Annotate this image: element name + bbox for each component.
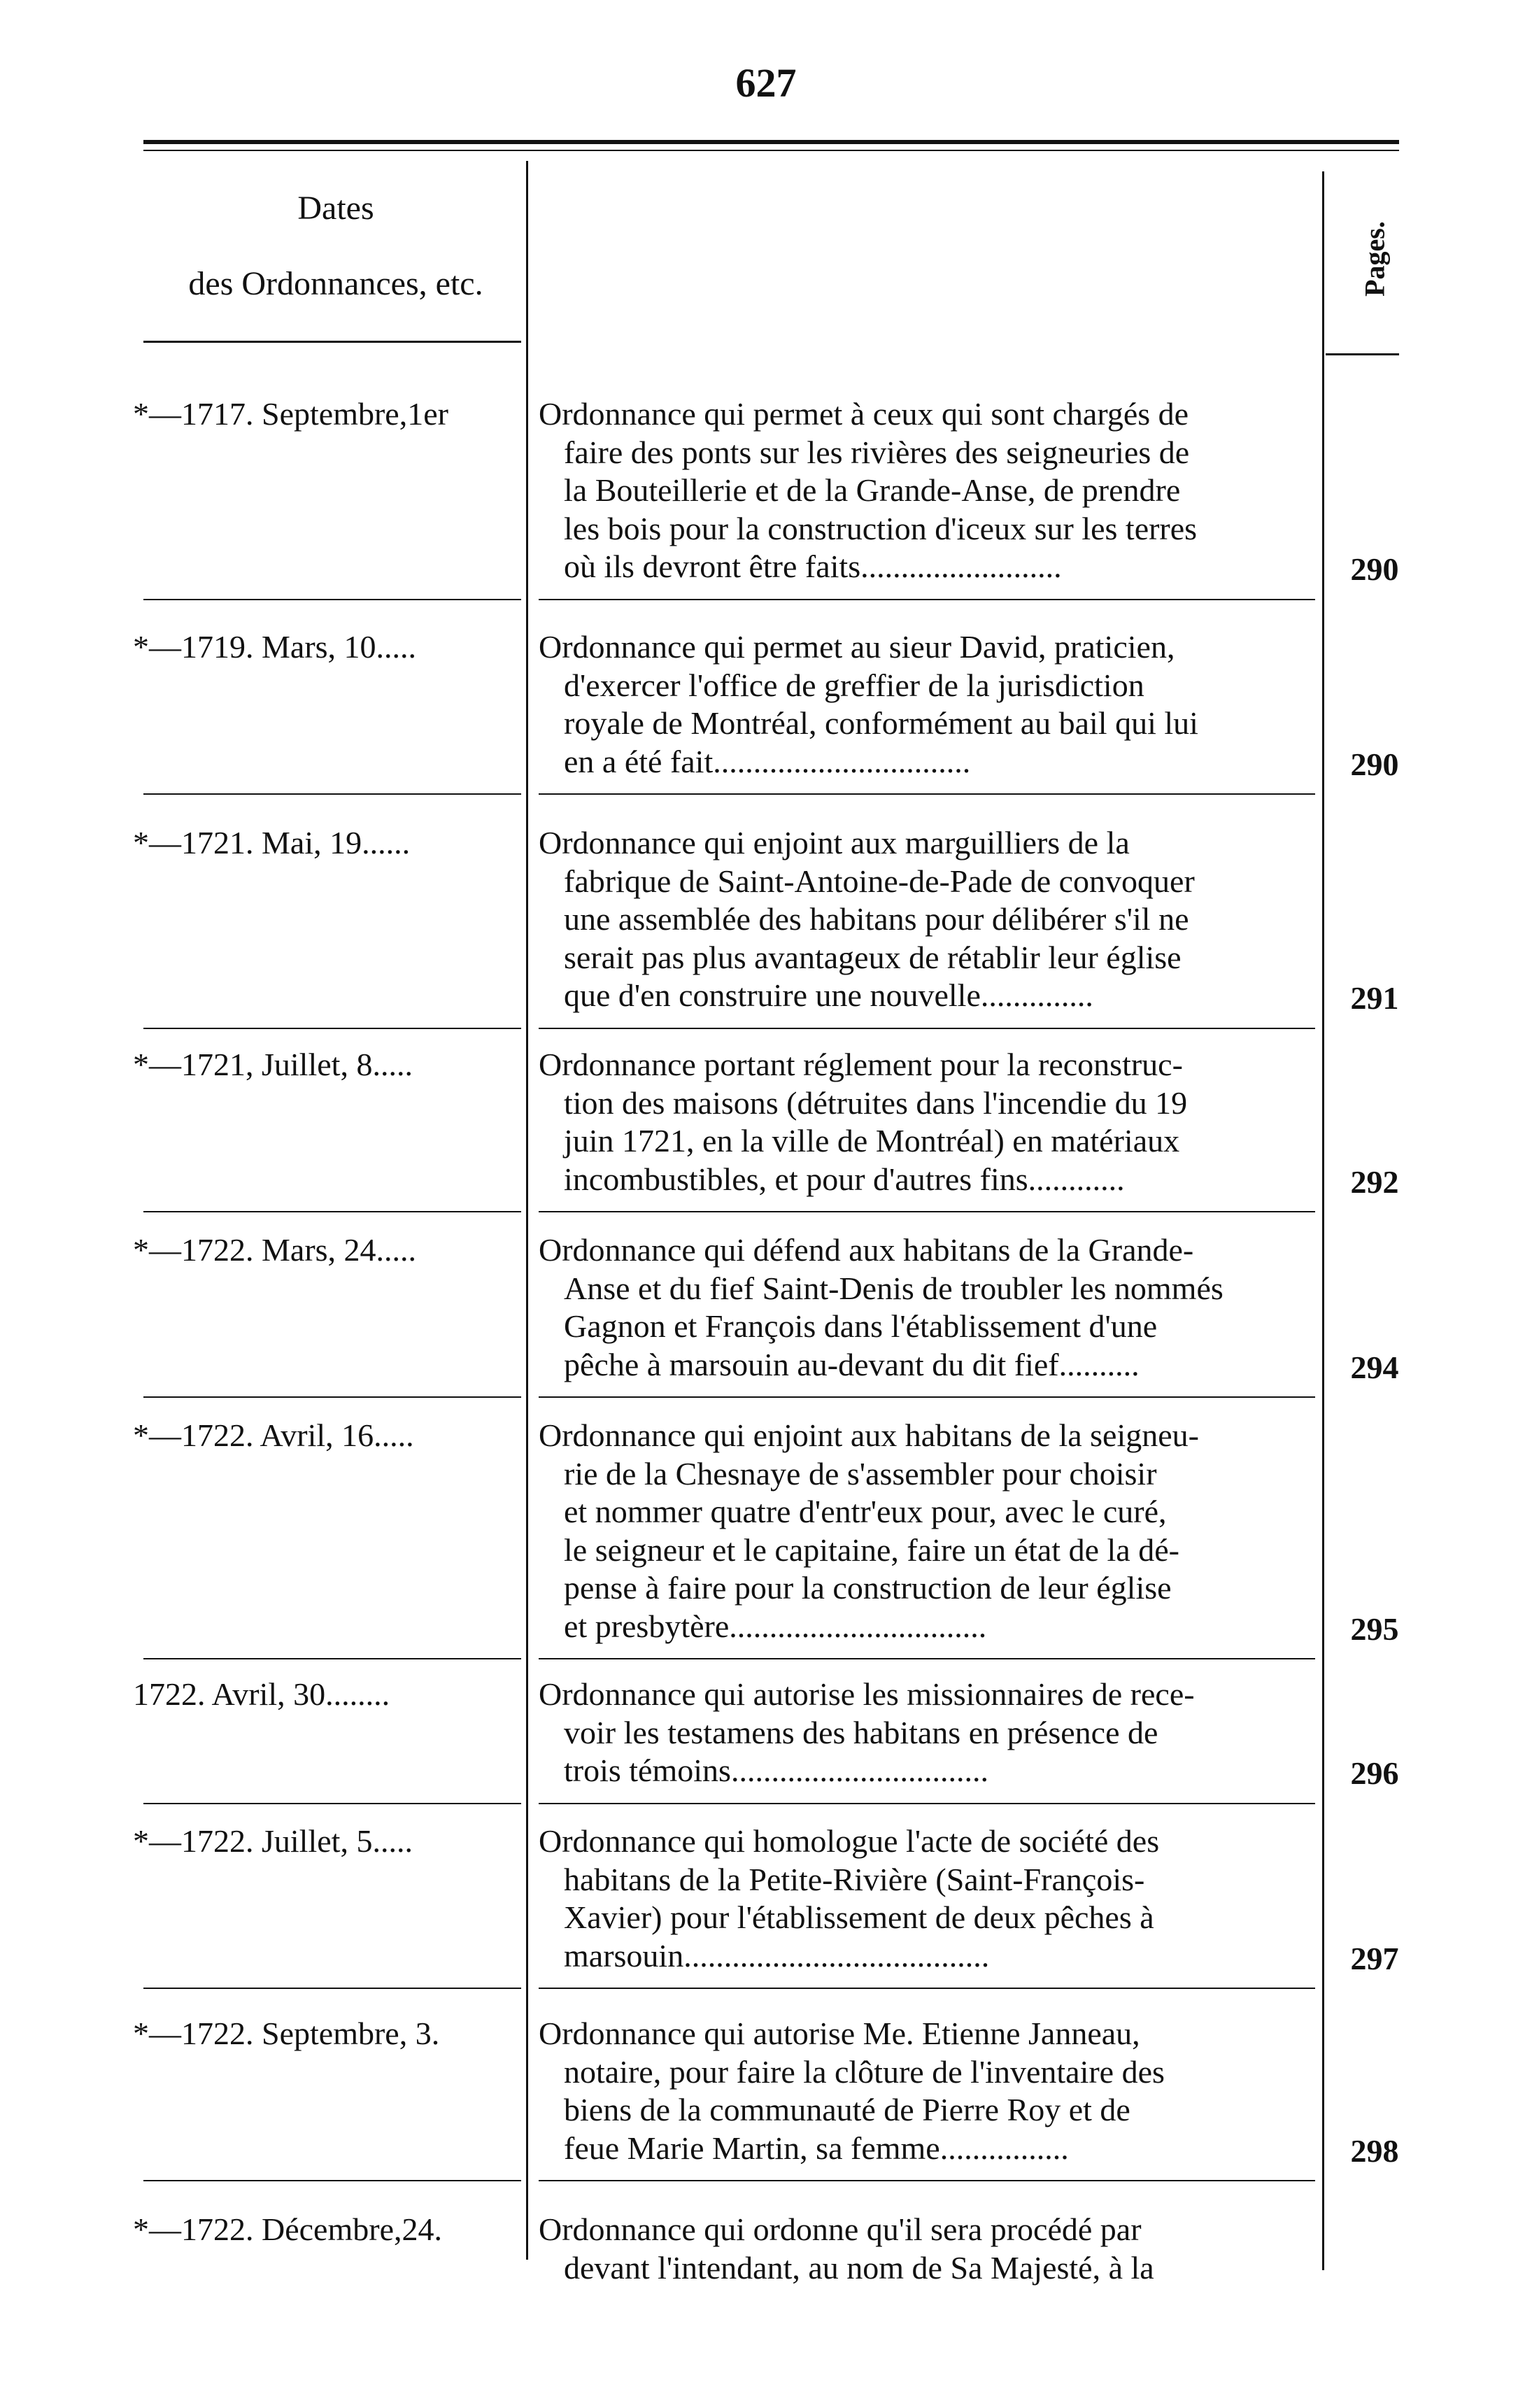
description-line: Anse et du fief Saint-Denis de troubler les nommés (564, 1270, 1224, 1306)
entry-description (539, 2015, 1315, 2167)
description-line: feue Marie Martin, sa femme................ (564, 2130, 1069, 2166)
entry-date-separator (143, 2180, 521, 2181)
description-line: voir les testamens des habitans en présence de (564, 1714, 1158, 1750)
description-line: notaire, pour faire la clôture de l'inventaire des (564, 2053, 1165, 2090)
description-line: serait pas plus avantageux de rétablir leur église (564, 939, 1182, 975)
column-divider-right (1322, 171, 1324, 2270)
entry-separator (539, 1028, 1315, 1029)
description-line: pêche à marsouin au-devant du dit fief.......... (564, 1346, 1140, 1382)
header-rule-right (1326, 353, 1399, 355)
description-line: royale de Montréal, conformément au bail qui lui (564, 705, 1198, 741)
description-line: une assemblée des habitans pour délibérer s'il ne (564, 901, 1189, 937)
description-line: trois témoins................................ (564, 1752, 988, 1788)
entry-date: *—1722. Septembre, 3. (133, 2016, 440, 2051)
entry-description (539, 1822, 1315, 1975)
description-line: Xavier) pour l'établissement de deux pêches à (564, 1899, 1154, 1935)
entry-date-separator (143, 1658, 521, 1659)
description-line: devant l'intendant, au nom de Sa Majesté, à la (564, 2249, 1154, 2286)
entry-date-separator (143, 1803, 521, 1804)
description-line: Ordonnance qui permet à ceux qui sont chargés de (539, 396, 1189, 432)
description-line: d'exercer l'office de greffier de la jurisdiction (564, 667, 1144, 703)
description-line: pense à faire pour la construction de leur église (564, 1570, 1172, 1606)
entry-page-number: 296 (1350, 1755, 1399, 1791)
entry-date: *—1722. Décembre,24. (133, 2211, 442, 2247)
page-number: 627 (735, 60, 797, 106)
description-line: Gagnon et François dans l'établissement d'une (564, 1308, 1158, 1344)
description-line: rie de la Chesnaye de s'assembler pour choisir (564, 1455, 1157, 1492)
top-rule-thin (143, 150, 1399, 151)
entry-date-separator (143, 599, 521, 600)
description-line: Ordonnance qui homologue l'acte de société des (539, 1823, 1160, 1859)
description-line: juin 1721, en la ville de Montréal) en matériaux (564, 1123, 1180, 1159)
entry-date-separator (143, 1028, 521, 1029)
header-rule-left (143, 341, 521, 343)
description-line: et presbytère................................ (564, 1608, 987, 1644)
description-line: la Bouteillerie et de la Grande-Anse, de prendre (564, 472, 1181, 508)
description-line: où ils devront être faits......................... (564, 548, 1062, 584)
entry-date-separator (143, 1988, 521, 1989)
description-line: biens de la communauté de Pierre Roy et de (564, 2092, 1130, 2127)
entry-separator (539, 1396, 1315, 1398)
entry-separator (539, 1658, 1315, 1659)
description-line: en a été fait................................ (564, 743, 971, 779)
entry-description (539, 1417, 1315, 1645)
entry-description (539, 1676, 1315, 1790)
entry-page-number: 292 (1350, 1163, 1399, 1200)
entry-date-separator (143, 1211, 521, 1212)
description-line: Ordonnance portant réglement pour la reconstruc- (539, 1047, 1183, 1082)
entry-description (539, 1046, 1315, 1198)
entry-page-number: 297 (1350, 1940, 1399, 1976)
header-pages (1319, 196, 1431, 322)
header-ordonnances: des Ordonnances, etc. (188, 265, 483, 302)
entry-page-number: 298 (1350, 2132, 1399, 2169)
entry-date: 1722. Avril, 30........ (133, 1676, 390, 1712)
description-line: les bois pour la construction d'iceux sur les terres (564, 510, 1198, 546)
entry-date: *—1717. Septembre,1er (133, 396, 448, 432)
description-line: habitans de la Petite-Rivière (Saint-François- (564, 1861, 1145, 1897)
description-line: Ordonnance qui défend aux habitans de la Grande- (539, 1232, 1194, 1268)
description-line: le seigneur et le capitaine, faire un état de la dé- (564, 1531, 1179, 1568)
entry-date: *—1722. Juillet, 5..... (133, 1823, 413, 1859)
entry-date-separator (143, 793, 521, 795)
entry-description (539, 824, 1315, 1015)
entry-date-separator (143, 1396, 521, 1398)
description-line: Ordonnance qui permet au sieur David, praticien, (539, 629, 1175, 665)
entry-separator (539, 1803, 1315, 1804)
description-line: Ordonnance qui enjoint aux habitans de la seigneu- (539, 1417, 1199, 1453)
description-line: Ordonnance qui ordonne qu'il sera procédé par (539, 2211, 1142, 2247)
entry-separator (539, 793, 1315, 795)
column-divider-left (526, 161, 528, 2260)
entry-description (539, 2211, 1315, 2287)
description-line: fabrique de Saint-Antoine-de-Pade de convoquer (564, 863, 1195, 899)
entry-separator (539, 599, 1315, 600)
header-dates: Dates (297, 190, 374, 227)
description-line: Ordonnance qui autorise les missionnaires de rece- (539, 1676, 1195, 1712)
entry-description (539, 1231, 1315, 1384)
description-line: faire des ponts sur les rivières des seigneuries de (564, 434, 1190, 470)
entry-page-number: 295 (1350, 1610, 1399, 1647)
description-line: marsouin...................................... (564, 1937, 990, 1974)
entry-description (539, 395, 1315, 586)
entry-page-number: 290 (1350, 746, 1399, 782)
entry-page-number: 294 (1350, 1349, 1399, 1385)
description-line: que d'en construire une nouvelle.............. (564, 977, 1093, 1013)
entry-date: *—1722. Mars, 24..... (133, 1232, 417, 1268)
entry-page-number: 290 (1350, 551, 1399, 587)
description-line: et nommer quatre d'entr'eux pour, avec le curé, (564, 1494, 1167, 1529)
description-line: Ordonnance qui enjoint aux marguilliers de la (539, 825, 1130, 860)
description-line: Ordonnance qui autorise Me. Etienne Janneau, (539, 2016, 1140, 2051)
entry-date: *—1719. Mars, 10..... (133, 629, 417, 665)
entry-date: *—1721. Mai, 19...... (133, 825, 411, 860)
entry-description (539, 628, 1315, 781)
entry-date: *—1721, Juillet, 8..... (133, 1047, 413, 1082)
entry-date: *—1722. Avril, 16..... (133, 1417, 414, 1453)
entry-separator (539, 1211, 1315, 1212)
entry-page-number: 291 (1350, 980, 1399, 1016)
entry-separator (539, 2180, 1315, 2181)
header-pages-label: Pages. (1359, 221, 1391, 297)
description-line: incombustibles, et pour d'autres fins............ (564, 1161, 1125, 1197)
top-rule-thick (143, 140, 1399, 144)
entry-separator (539, 1988, 1315, 1989)
description-line: tion des maisons (détruites dans l'incendie du 19 (564, 1084, 1188, 1121)
